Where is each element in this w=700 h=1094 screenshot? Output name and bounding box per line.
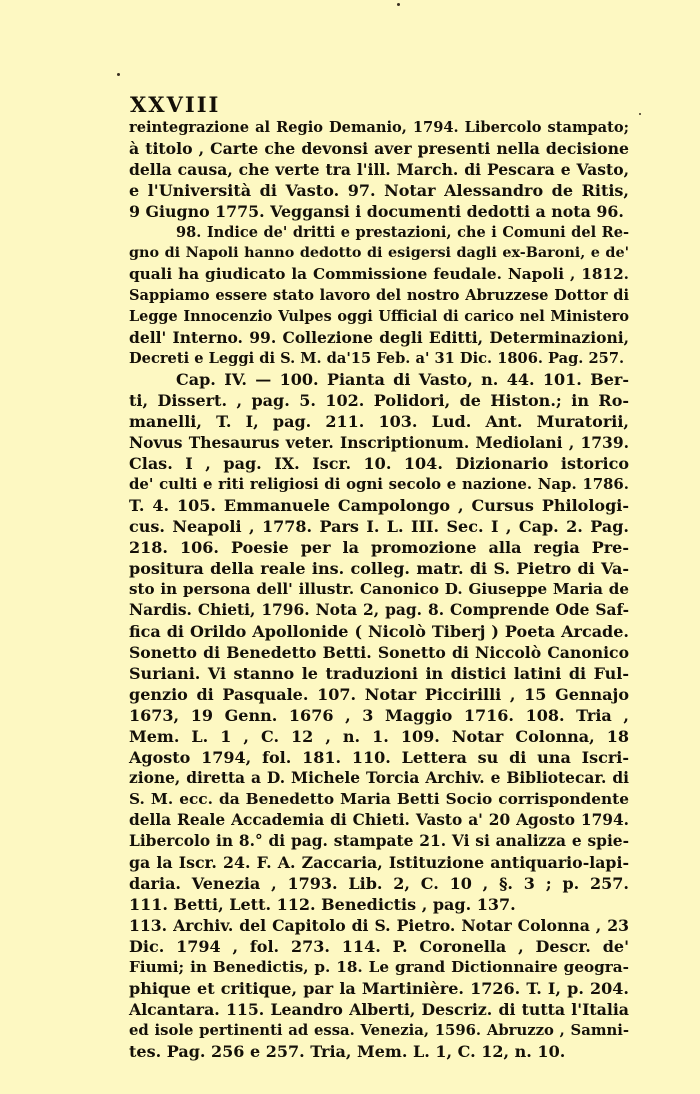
text-line: della causa, che verte tra l'ill. March. di Pescara e Vasto, <box>129 160 629 179</box>
text-line: Nardis. Chieti, 1796. Nota 2, pag. 8. Comprende Ode Saf- <box>129 601 629 619</box>
text-line: 1673, 19 Genn. 1676 , 3 Maggio 1716. 108. Tria , <box>129 706 629 725</box>
text-line: Legge Innocenzio Vulpes oggi Ufficial di carico nel Ministero <box>129 308 629 325</box>
text-line: Sappiamo essere stato lavoro del nostro Abruzzese Dottor di <box>129 287 629 304</box>
text-line: Dic. 1794 , fol. 273. 114. P. Coronella , Descr. de' <box>129 937 629 956</box>
text-line: positura della reale ins. colleg. matr. di S. Pietro di Va- <box>129 559 629 578</box>
text-line: de' culti e riti religiosi di ogni secolo e nazione. Nap. 1786. <box>129 475 629 493</box>
text-line: à titolo , Carte che devonsi aver presenti nella decisione <box>129 139 629 158</box>
text-line: 98. Indice de' dritti e prestazioni, che i Comuni del Re- <box>176 224 629 241</box>
body-text <box>129 117 629 1062</box>
text-line: Novus Thesaurus veter. Inscriptionum. Mediolani , 1739. <box>129 433 629 452</box>
text-line: Mem. L. 1 , C. 12 , n. 1. 109. Notar Colonna, 18 <box>129 727 629 746</box>
text-line: Clas. I , pag. IX. Iscr. 10. 104. Dizionario istorico <box>129 454 629 473</box>
text-line: daria. Venezia , 1793. Lib. 2, C. 10 , §. 3 ; p. 257. <box>129 874 629 893</box>
text-line: Decreti e Leggi di S. M. da'15 Feb. a' 31 Dic. 1806. Pag. 257. <box>129 350 625 367</box>
text-line: zione, diretta a D. Michele Torcia Archiv. e Bibliotecar. di <box>129 769 629 787</box>
text-line: 218. 106. Poesie per la promozione alla regia Pre- <box>129 538 629 557</box>
text-line: fica di Orildo Apollonide ( Nicolò Tiberj ) Poeta Arcade. <box>129 622 629 641</box>
text-line: ed isole pertinenti ad essa. Venezia, 1596. Abruzzo , Samni- <box>129 1022 629 1039</box>
text-line: Alcantara. 115. Leandro Alberti, Descriz. di tutta l'Italia <box>129 1000 629 1019</box>
text-line: 111. Betti, Lett. 112. Benedictis , pag. 137. <box>129 895 516 914</box>
text-line: Fiumi; in Benedictis, p. 18. Le grand Dictionnaire geogra- <box>129 958 629 976</box>
page-number: XXVIII <box>130 92 221 117</box>
text-line: gno di Napoli hanno dedotto di esigersi dagli ex-Baroni, e de' <box>129 245 629 261</box>
text-line: dell' Interno. 99. Collezione degli Editti, Determinazioni, <box>129 328 629 347</box>
text-line: Suriani. Vi stanno le traduzioni in distici latini di Ful- <box>129 664 629 683</box>
text-line: manelli, T. I, pag. 211. 103. Lud. Ant. Muratorii, <box>129 412 629 431</box>
text-line: cus. Neapoli , 1778. Pars I. L. III. Sec. I , Cap. 2. Pag. <box>129 517 629 536</box>
text-line: 9 Giugno 1775. Veggansi i documenti dedotti a nota 96. <box>129 202 624 221</box>
text-line: della Reale Accademia di Chieti. Vasto a' 20 Agosto 1794. <box>129 811 629 829</box>
text-line: T. 4. 105. Emmanuele Campolongo , Cursus Philologi- <box>129 496 629 515</box>
text-line: sto in persona dell' illustr. Canonico D. Giuseppe Maria de <box>129 580 629 598</box>
text-line: reintegrazione al Regio Demanio, 1794. Libercolo stampato; <box>129 119 629 136</box>
text-line: tes. Pag. 256 e 257. Tria, Mem. L. 1, C. 12, n. 10. <box>129 1042 566 1061</box>
text-line: phique et critique, par la Martinière. 1726. T. I, p. 204. <box>129 979 629 998</box>
text-line: ga la Iscr. 24. F. A. Zaccaria, Istituzione antiquario-lapi- <box>129 853 629 872</box>
text-line: Sonetto di Benedetto Betti. Sonetto di Niccolò Canonico <box>129 643 629 662</box>
text-line: S. M. ecc. da Benedetto Maria Betti Socio corrispondente <box>129 790 629 808</box>
ink-speck <box>117 73 120 76</box>
text-line: genzio di Pasquale. 107. Notar Piccirilli , 15 Gennajo <box>129 685 629 704</box>
ink-speck <box>639 113 641 115</box>
text-line: Cap. IV. — 100. Pianta di Vasto, n. 44. 101. Ber- <box>176 370 629 389</box>
text-line: Agosto 1794, fol. 181. 110. Lettera su di una Iscri- <box>129 748 629 767</box>
text-line: quali ha giudicato la Commissione feudale. Napoli , 1812. <box>129 265 629 283</box>
text-line: ti, Dissert. , pag. 5. 102. Polidori, de Histon.; in Ro- <box>129 391 629 410</box>
text-line: 113. Archiv. del Capitolo di S. Pietro. Notar Colonna , 23 <box>129 916 629 935</box>
ink-speck <box>397 3 400 6</box>
text-line: Libercolo in 8.° di pag. stampate 21. Vi si analizza e spie- <box>129 832 629 850</box>
text-line: e l'Università di Vasto. 97. Notar Alessandro de Ritis, <box>129 181 629 200</box>
